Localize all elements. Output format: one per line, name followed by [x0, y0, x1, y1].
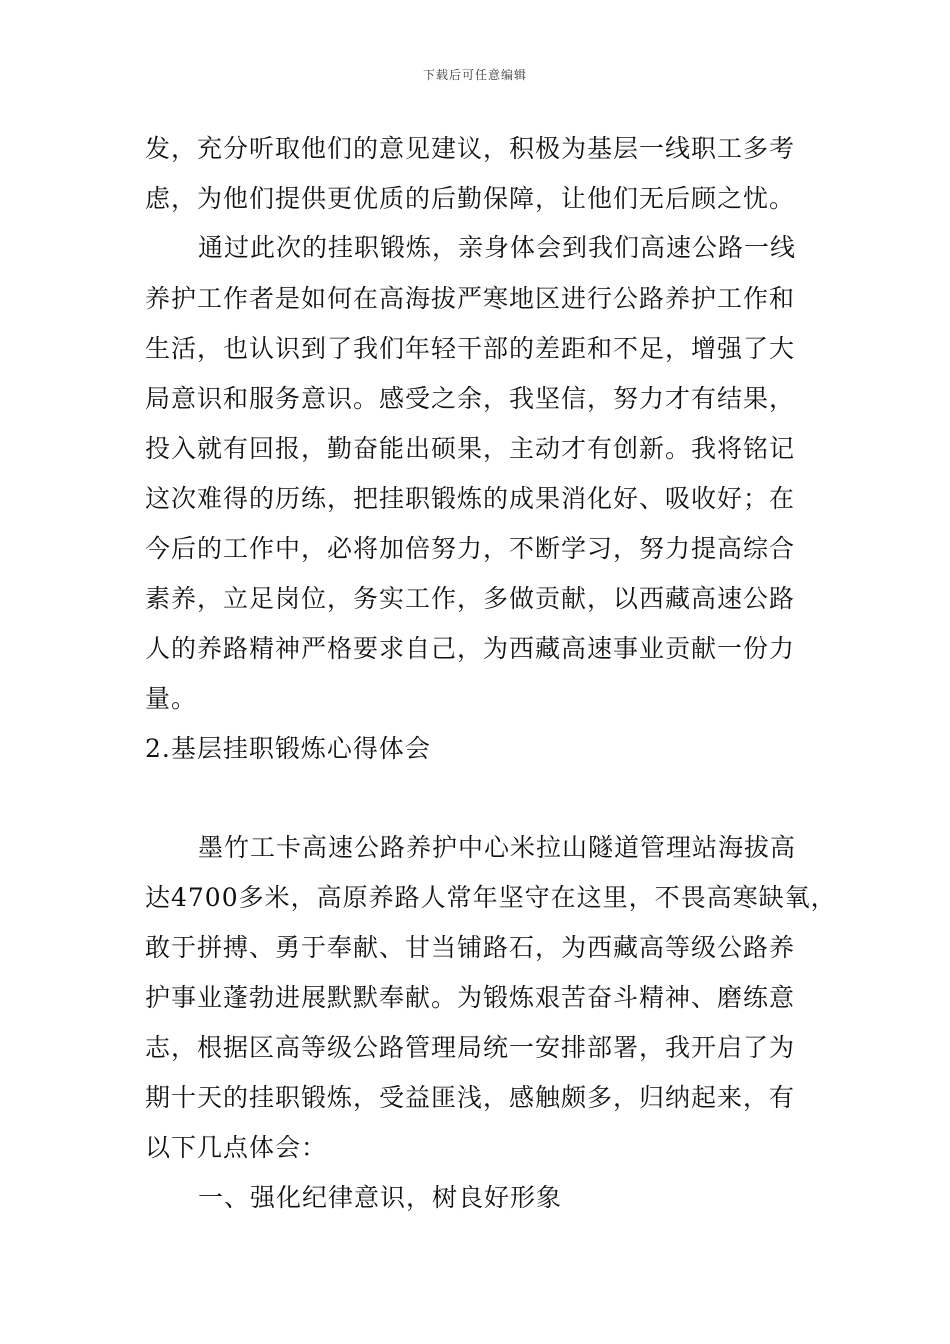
text-line-17: 护事业蓬勃进展默默奉献。为锻炼艰苦奋斗精神、磨练意	[145, 983, 796, 1012]
paragraph-indent-line: 通过此次的挂职锻炼，亲身体会到我们高速公路一线	[198, 233, 797, 262]
text-line-6: 局意识和服务意识。感受之余，我坚信，努力才有结果，	[145, 384, 796, 413]
text-line-15: 达4700多米，高原养路人常年坚守在这里，不畏高寒缺氧，	[145, 883, 837, 912]
text-line-9: 今后的工作中，必将加倍努力，不断学习，努力提高综合	[145, 534, 796, 563]
text-line-12: 量。	[145, 684, 198, 713]
paragraph-indent-line: 墨竹工卡高速公路养护中心米拉山隧道管理站海拔高	[198, 833, 797, 862]
text-line-5: 生活，也认识到了我们年轻干部的差距和不足，增强了大	[145, 334, 796, 363]
text-line-7: 投入就有回报，勤奋能出硕果，主动才有创新。我将铭记	[145, 434, 796, 463]
text-line-10: 素养，立足岗位，务实工作，多做贡献，以西藏高速公路	[145, 584, 796, 613]
text-line-8: 这次难得的历练，把挂职锻炼的成果消化好、吸收好；在	[145, 484, 796, 513]
text-line-18: 志，根据区高等级公路管理局统一安排部署，我开启了为	[145, 1033, 796, 1062]
text-line-1: 发，充分听取他们的意见建议，积极为基层一线职工多考	[145, 134, 796, 163]
page-header: 下载后可任意编辑	[422, 68, 527, 82]
text-line-11: 人的养路精神严格要求自己，为西藏高速事业贡献一份力	[145, 634, 796, 663]
text-line-2: 虑，为他们提供更优质的后勤保障，让他们无后顾之忧。	[145, 184, 796, 213]
subsection-heading: 一、强化纪律意识，树良好形象	[198, 1183, 563, 1212]
text-line-19: 期十天的挂职锻炼，受益匪浅，感触颇多，归纳起来，有	[145, 1083, 796, 1112]
text-line-4: 养护工作者是如何在高海拔严寒地区进行公路养护工作和	[145, 284, 796, 313]
text-line-16: 敢于拼搏、勇于奉献、甘当铺路石，为西藏高等级公路养	[145, 933, 796, 962]
section-heading: 2.基层挂职锻炼心得体会	[145, 734, 431, 763]
text-line-20: 以下几点体会：	[145, 1133, 328, 1162]
